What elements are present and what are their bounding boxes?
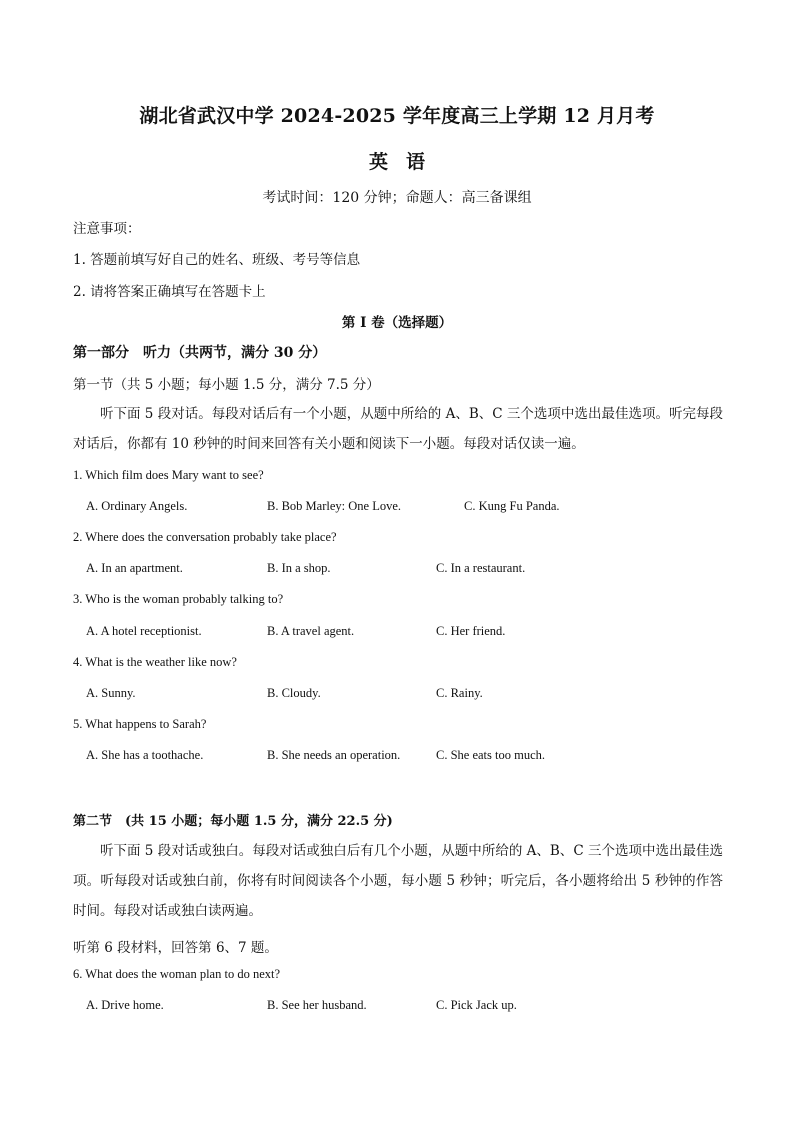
question-5-option-b: B. She needs an operation. bbox=[267, 748, 401, 762]
question-2-option-a: A. In an apartment. bbox=[86, 561, 183, 575]
question-1-option-b: B. Bob Marley: One Love. bbox=[267, 499, 402, 513]
question-6-option-a: A. Drive home. bbox=[86, 998, 164, 1012]
question-4-option-b: B. Cloudy. bbox=[267, 686, 321, 700]
notes-heading: 注意事项： bbox=[73, 221, 141, 237]
question-2-option-c: C. In a restaurant. bbox=[436, 561, 526, 575]
question-6-option-b: B. See her husband. bbox=[267, 998, 367, 1012]
question-2-text: 2. Where does the conversation probably take place? bbox=[73, 530, 337, 544]
question-4-option-a: A. Sunny. bbox=[86, 686, 136, 700]
question-3-option-b: B. A travel agent. bbox=[267, 624, 355, 638]
question-3-option-a: A. A hotel receptionist. bbox=[86, 624, 202, 638]
exam-title: 湖北省武汉中学 2024-2025 学年度高三上学期 12 月月考 bbox=[139, 105, 655, 127]
question-2-option-b: B. In a shop. bbox=[267, 561, 331, 575]
question-5-option-c: C. She eats too much. bbox=[436, 748, 546, 762]
subject-title: 英语 bbox=[368, 151, 443, 173]
question-3-option-c: C. Her friend. bbox=[436, 624, 506, 638]
question-1-option-a: A. Ordinary Angels. bbox=[86, 499, 188, 513]
note-item-1: 1. 答题前填写好自己的姓名、班级、考号等信息 bbox=[73, 252, 361, 268]
section1-instructions: 听下面 5 段对话。每段对话后有一个小题，从题中所给的 A、B、C 三个选项中选出最佳选项。听完每段对话后，你都有 10 秒钟的时间来回答有关小题和阅读下一小题。每段对话仅读一遍。 bbox=[73, 406, 723, 452]
question-6-option-c: C. Pick Jack up. bbox=[436, 998, 517, 1012]
question-4-option-c: C. Rainy. bbox=[436, 686, 483, 700]
question-1-option-c: C. Kung Fu Panda. bbox=[464, 499, 560, 513]
exam-info: 考试时间：120 分钟；命题人：高三备课组 bbox=[262, 190, 532, 206]
material-note: 听第 6 段材料，回答第 6、7 题。 bbox=[73, 940, 278, 956]
question-3-text: 3. Who is the woman probably talking to? bbox=[73, 592, 284, 606]
question-5-text: 5. What happens to Sarah? bbox=[73, 717, 207, 731]
question-1-text: 1. Which film does Mary want to see? bbox=[73, 468, 264, 482]
part1-heading: 第一部分 听力（共两节，满分 30 分） bbox=[73, 345, 327, 361]
section2-instructions: 听下面 5 段对话或独白。每段对话或独白后有几个小题，从题中所给的 A、B、C 三个选项中选出最佳选项。听每段对话或独白前，你将有时间阅读各个小题，每小题 5 秒钟；听完后，各小题将给出 5 秒钟的作答时间。每段对话或独白读两遍。 bbox=[73, 843, 723, 919]
question-6-text: 6. What does the woman plan to do next? bbox=[73, 967, 281, 981]
question-4-text: 4. What is the weather like now? bbox=[73, 655, 237, 669]
question-5-option-a: A. She has a toothache. bbox=[86, 748, 204, 762]
note-item-2: 2. 请将答案正确填写在答题卡上 bbox=[73, 284, 266, 300]
volume-title: 第 I 卷（选择题） bbox=[341, 315, 453, 331]
section1-heading: 第一节（共 5 小题；每小题 1.5 分，满分 7.5 分） bbox=[73, 377, 380, 393]
section2-heading: 第二节 (共 15 小题；每小题 1.5 分，满分 22.5 分) bbox=[73, 814, 393, 829]
